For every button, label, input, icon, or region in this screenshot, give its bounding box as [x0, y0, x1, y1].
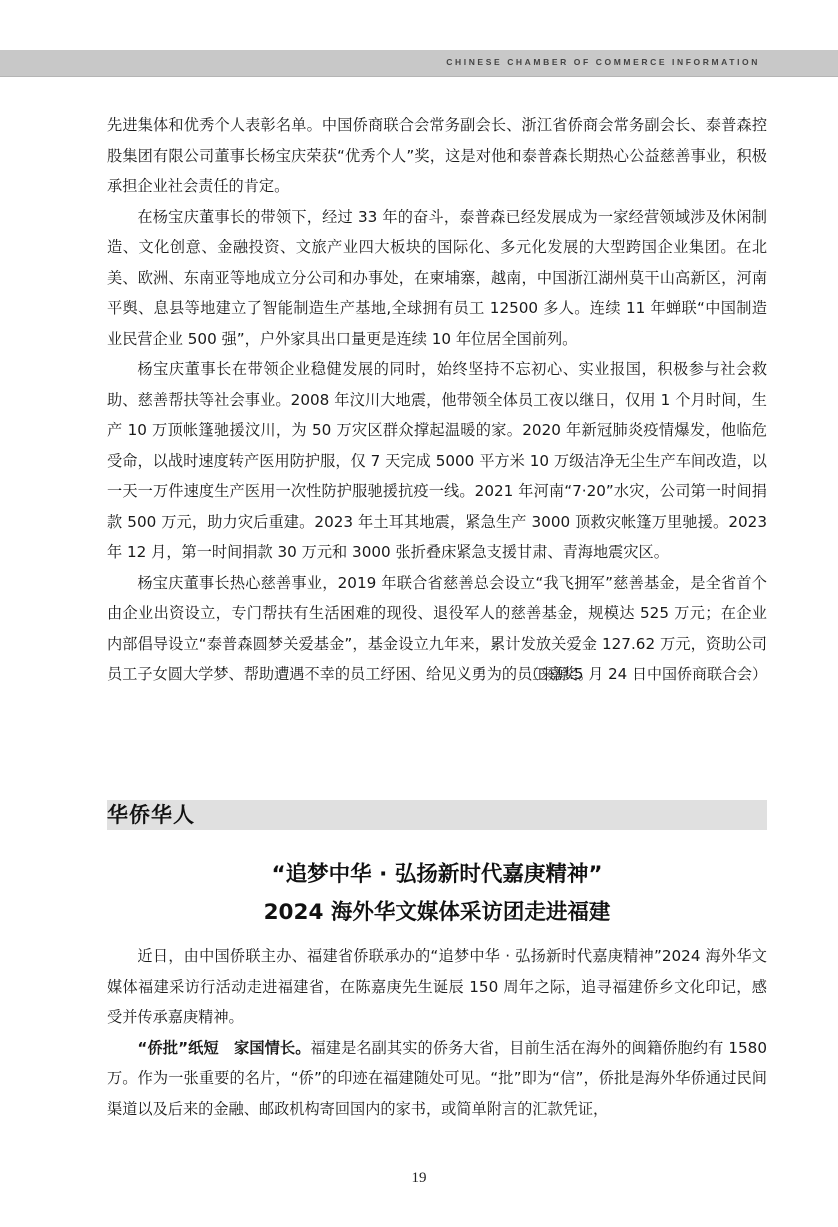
- paragraph: 在杨宝庆董事长的带领下，经过 33 年的奋斗，泰普森已经发展成为一家经营领域涉及休闲制造、文化创意、金融投资、文旅产业四大板块的国际化、多元化发展的大型跨国企业集团。在北美、欧洲、东南亚等地成立分公司和办事处，在柬埔寨，越南，中国浙江湖州莫干山高新区，河南平舆、息县等地建立了智能制造生产基地,全球拥有员工 12500 多人。连续 11 年蝉联“中国制造业民营企业 500 强”，户外家具出口量更是连续 10 年位居全国前列。: [107, 207, 767, 348]
- running-header-title: CHINESE CHAMBER OF COMMERCE INFORMATION: [446, 57, 760, 67]
- section-header-bar: [107, 800, 767, 830]
- article-body: [107, 941, 767, 1124]
- article-title: [107, 856, 767, 932]
- article-title-line-2: 2024 海外华文媒体采访团走进福建: [263, 900, 611, 925]
- page-number: 19: [411, 1170, 427, 1186]
- paragraph-text: 福建是名副其实的侨务大省，目前生活在海外的闽籍侨胞约有 1580 万。作为一张重要的名片，“侨”的印迹在福建随处可见。“批”即为“信”，侨批是海外华侨通过民间渠道以及后来的金融、邮政机构寄回国内的家书，或简单附言的汇款凭证，: [107, 1038, 767, 1118]
- section-header-label: 华侨华人: [107, 803, 195, 827]
- paragraph: 杨宝庆董事长在带领企业稳健发展的同时，始终坚持不忘初心、实业报国，积极参与社会救助、慈善帮扶等社会事业。2008 年汶川大地震，他带领全体员工夜以继日，仅用 1 个月时间，生产 10 万顶帐篷驰援汶川，为 50 万灾区群众撑起温暖的家。2020 年新冠肺炎疫情爆发，他临危受命，以战时速度转产医用防护服，仅 7 天完成 5000 平方米 10 万级洁净无尘生产车间改造，以一天一万件速度生产医用一次性防护服驰援抗疫一线。2021 年河南“7·20”水灾，公司第一时间捐款 500 万元，助力灾后重建。2023 年土耳其地震，紧急生产 3000 顶救灾帐篷万里驰援。2023 年 12 月，第一时间捐款 30 万元和 3000 张折叠床紧急支援甘肃、青海地震灾区。: [107, 360, 767, 561]
- article-title-line-1: “追梦中华 · 弘扬新时代嘉庚精神”: [271, 862, 603, 887]
- paragraph-lead-in: “侨批”纸短 家国情长。: [137, 1038, 311, 1057]
- paragraph: 杨宝庆董事长热心慈善事业，2019 年联合省慈善总会设立“我飞拥军”慈善基金，是全省首个由企业出资设立，专门帮扶有生活困难的现役、退役军人的慈善基金，规模达 525 万元；在企业内部倡导设立“泰普森圆梦关爱基金”，基金设立九年来，累计发放关爱金 127.62 万元，资助公司员工子女圆大学梦、帮助遭遇不幸的员工纾困、给见义勇为的员工嘉奖。: [107, 573, 767, 683]
- article-continued: [107, 110, 767, 690]
- paragraph: 先进集体和优秀个人表彰名单。中国侨商联合会常务副会长、浙江省侨商会常务副会长、泰普森控股集团有限公司董事长杨宝庆荣获“优秀个人”奖，这是对他和泰普森长期热心公益慈善事业，积极承担企业社会责任的肯定。: [107, 116, 767, 195]
- source-citation: （来源:5 月 24 日中国侨商联合会）: [524, 665, 767, 683]
- paragraph: 近日，由中国侨联主办、福建省侨联承办的“追梦中华 · 弘扬新时代嘉庚精神”2024 海外华文媒体福建采访行活动走进福建省，在陈嘉庚先生诞辰 150 周年之际，追寻福建侨乡文化印记，感受并传承嘉庚精神。: [107, 947, 767, 1026]
- paragraph: [107, 1033, 767, 1125]
